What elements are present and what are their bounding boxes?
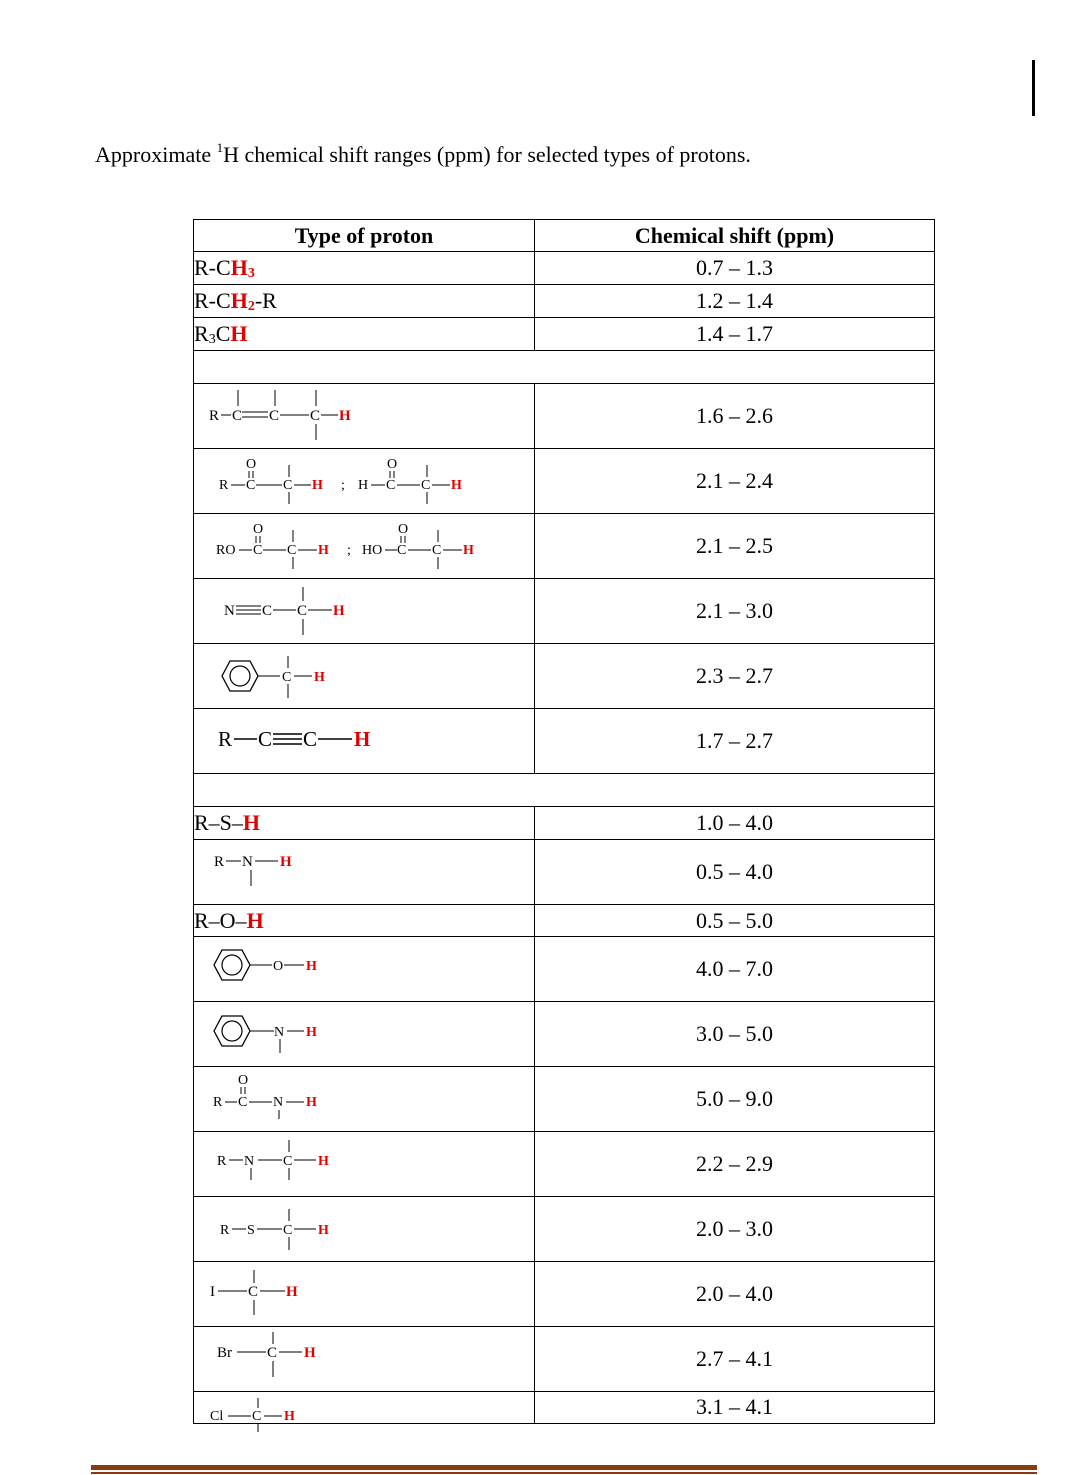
table-row <box>194 937 935 1002</box>
shift-value: 2.0 – 4.0 <box>535 1262 935 1327</box>
spacer-row <box>194 774 935 807</box>
alpha-nitrile-structure <box>194 579 534 643</box>
svg-text:H: H <box>333 603 345 619</box>
proton-type-alpha-sulfur <box>194 1197 535 1262</box>
svg-text:HO: HO <box>362 543 383 558</box>
shift-value: 2.3 – 2.7 <box>535 644 935 709</box>
svg-text:R: R <box>220 1223 230 1238</box>
svg-text:H: H <box>339 408 351 424</box>
svg-text:O: O <box>253 522 264 537</box>
chemical-shift-table <box>193 219 935 1424</box>
table-row <box>194 449 935 514</box>
shift-value: 5.0 – 9.0 <box>535 1067 935 1132</box>
svg-text:C: C <box>252 1409 262 1424</box>
svg-text:C: C <box>283 1223 293 1238</box>
proton-type-aniline <box>194 1002 535 1067</box>
shift-value: 2.2 – 2.9 <box>535 1132 935 1197</box>
svg-text:I: I <box>210 1284 215 1300</box>
table-row <box>194 285 935 318</box>
phenol-structure <box>194 937 534 1001</box>
svg-text:H: H <box>280 854 292 870</box>
table-row <box>194 579 935 644</box>
svg-text:C: C <box>238 1095 248 1110</box>
proton-type-bromoalkane <box>194 1327 535 1392</box>
svg-text:H: H <box>304 1345 316 1361</box>
alkyne-structure <box>194 709 534 773</box>
svg-text:R: R <box>209 408 220 424</box>
table-row <box>194 905 935 937</box>
table-row <box>194 1327 935 1392</box>
svg-text:S: S <box>247 1223 255 1238</box>
shift-value: 0.5 – 4.0 <box>535 840 935 905</box>
proton-type-phenol <box>194 937 535 1002</box>
table-row <box>194 807 935 840</box>
shift-value: 2.1 – 2.5 <box>535 514 935 579</box>
svg-text:R: R <box>213 1095 223 1110</box>
proton-type-benzylic <box>194 644 535 709</box>
svg-text:Cl: Cl <box>210 1409 224 1424</box>
svg-text:C: C <box>421 478 431 493</box>
allylic-structure <box>194 384 534 448</box>
svg-text:C: C <box>287 543 297 558</box>
shift-value: 1.7 – 2.7 <box>535 709 935 774</box>
svg-text:;: ; <box>347 543 351 558</box>
svg-text:H: H <box>314 670 325 685</box>
amide-structure <box>194 1067 534 1131</box>
table-row <box>194 318 935 351</box>
table-row <box>194 709 935 774</box>
iodoalkane-structure <box>194 1262 534 1326</box>
amine-structure <box>194 840 534 904</box>
svg-text:H: H <box>286 1284 298 1300</box>
svg-text:H: H <box>284 1409 295 1424</box>
header-type-of-proton: Type of proton <box>194 220 535 252</box>
footer-rule <box>91 1465 1037 1470</box>
svg-text:R: R <box>214 854 225 870</box>
svg-text:H: H <box>306 1025 317 1040</box>
svg-text:H: H <box>463 543 474 558</box>
svg-text:N: N <box>273 1095 284 1110</box>
svg-text:H: H <box>306 1095 317 1110</box>
table-row <box>194 514 935 579</box>
svg-text:H: H <box>354 727 371 751</box>
table-row <box>194 1002 935 1067</box>
svg-text:C: C <box>310 408 321 424</box>
alpha-sulfur-structure <box>194 1197 534 1261</box>
svg-text:C: C <box>283 478 293 493</box>
alpha-ester-structure <box>194 514 534 578</box>
svg-text:C: C <box>232 408 243 424</box>
table-row <box>194 1392 935 1424</box>
svg-text:C: C <box>267 1345 278 1361</box>
proton-type-allylic <box>194 384 535 449</box>
svg-text:N: N <box>242 854 253 870</box>
svg-text:RO: RO <box>216 543 236 558</box>
svg-text:C: C <box>303 727 318 751</box>
shift-value: 1.6 – 2.6 <box>535 384 935 449</box>
table-header-row <box>194 220 935 252</box>
proton-type-methylene: $R-CH_2-R$ <box>194 285 535 318</box>
proton-type-methine: $R_3CH$ <box>194 318 535 351</box>
proton-type-thiol: R–S–H <box>194 807 535 840</box>
svg-text:C: C <box>258 727 273 751</box>
table-row <box>194 1262 935 1327</box>
svg-text:O: O <box>273 959 284 974</box>
svg-text:H: H <box>451 478 462 493</box>
svg-text:C: C <box>282 670 292 685</box>
shift-value: 3.0 – 5.0 <box>535 1002 935 1067</box>
table-row <box>194 252 935 285</box>
benzylic-structure <box>194 644 534 708</box>
alpha-amine-structure <box>194 1132 534 1196</box>
svg-text:C: C <box>283 1154 293 1169</box>
svg-text:N: N <box>224 603 235 619</box>
table-row <box>194 1067 935 1132</box>
proton-type-iodoalkane <box>194 1262 535 1327</box>
svg-text:R: R <box>219 478 229 493</box>
svg-text:C: C <box>397 543 407 558</box>
shift-value: 0.7 – 1.3 <box>535 252 935 285</box>
page-edge-mark <box>1032 60 1035 116</box>
alpha-carbonyl-structure <box>194 449 534 513</box>
svg-text:R: R <box>218 727 233 751</box>
shift-value: 2.1 – 3.0 <box>535 579 935 644</box>
svg-text:H: H <box>358 478 369 493</box>
shift-value: 3.1 – 4.1 <box>535 1392 935 1424</box>
svg-text:O: O <box>238 1073 249 1088</box>
spacer-row <box>194 351 935 384</box>
svg-text:C: C <box>386 478 396 493</box>
chloroalkane-structure <box>194 1392 534 1423</box>
svg-text:Br: Br <box>217 1345 232 1361</box>
table-row <box>194 1197 935 1262</box>
proton-type-alpha-carbonyl <box>194 449 535 514</box>
svg-text:O: O <box>398 522 409 537</box>
proton-type-alpha-amine <box>194 1132 535 1197</box>
shift-value: 4.0 – 7.0 <box>535 937 935 1002</box>
proton-type-alpha-nitrile <box>194 579 535 644</box>
svg-text:N: N <box>244 1154 255 1169</box>
proton-type-amine <box>194 840 535 905</box>
svg-text:C: C <box>297 603 308 619</box>
svg-text:H: H <box>318 1154 329 1169</box>
proton-type-alcohol: R–O–H <box>194 905 535 937</box>
svg-text:C: C <box>432 543 442 558</box>
svg-text:;: ; <box>341 478 345 493</box>
table-row <box>194 840 935 905</box>
header-chemical-shift: Chemical shift (ppm) <box>535 220 935 252</box>
svg-text:C: C <box>262 603 273 619</box>
proton-type-amide <box>194 1067 535 1132</box>
shift-value: 2.1 – 2.4 <box>535 449 935 514</box>
table-row <box>194 384 935 449</box>
footer-rule-thin <box>91 1472 1037 1474</box>
svg-text:C: C <box>269 408 280 424</box>
table-caption: Approximate $^1$H chemical shift ranges (ppm) for selected types of protons. <box>95 139 751 167</box>
svg-text:O: O <box>387 457 398 472</box>
aniline-structure <box>194 1002 534 1066</box>
svg-text:C: C <box>253 543 263 558</box>
svg-text:H: H <box>318 543 329 558</box>
svg-text:N: N <box>274 1025 285 1040</box>
bromoalkane-structure <box>194 1327 534 1391</box>
shift-value: 2.0 – 3.0 <box>535 1197 935 1262</box>
shift-value: 2.7 – 4.1 <box>535 1327 935 1392</box>
svg-text:C: C <box>246 478 256 493</box>
proton-type-methyl: $R-CH_3$ <box>194 252 535 285</box>
svg-text:R: R <box>217 1154 227 1169</box>
svg-text:C: C <box>248 1284 259 1300</box>
shift-value: 0.5 – 5.0 <box>535 905 935 937</box>
shift-value: 1.2 – 1.4 <box>535 285 935 318</box>
svg-text:H: H <box>306 959 317 974</box>
table-row <box>194 644 935 709</box>
proton-type-alpha-ester <box>194 514 535 579</box>
table-row <box>194 1132 935 1197</box>
svg-text:H: H <box>318 1223 329 1238</box>
svg-text:H: H <box>312 478 323 493</box>
proton-type-alkyne <box>194 709 535 774</box>
shift-value: 1.4 – 1.7 <box>535 318 935 351</box>
svg-text:O: O <box>246 457 257 472</box>
proton-type-chloroalkane <box>194 1392 535 1424</box>
shift-value: 1.0 – 4.0 <box>535 807 935 840</box>
